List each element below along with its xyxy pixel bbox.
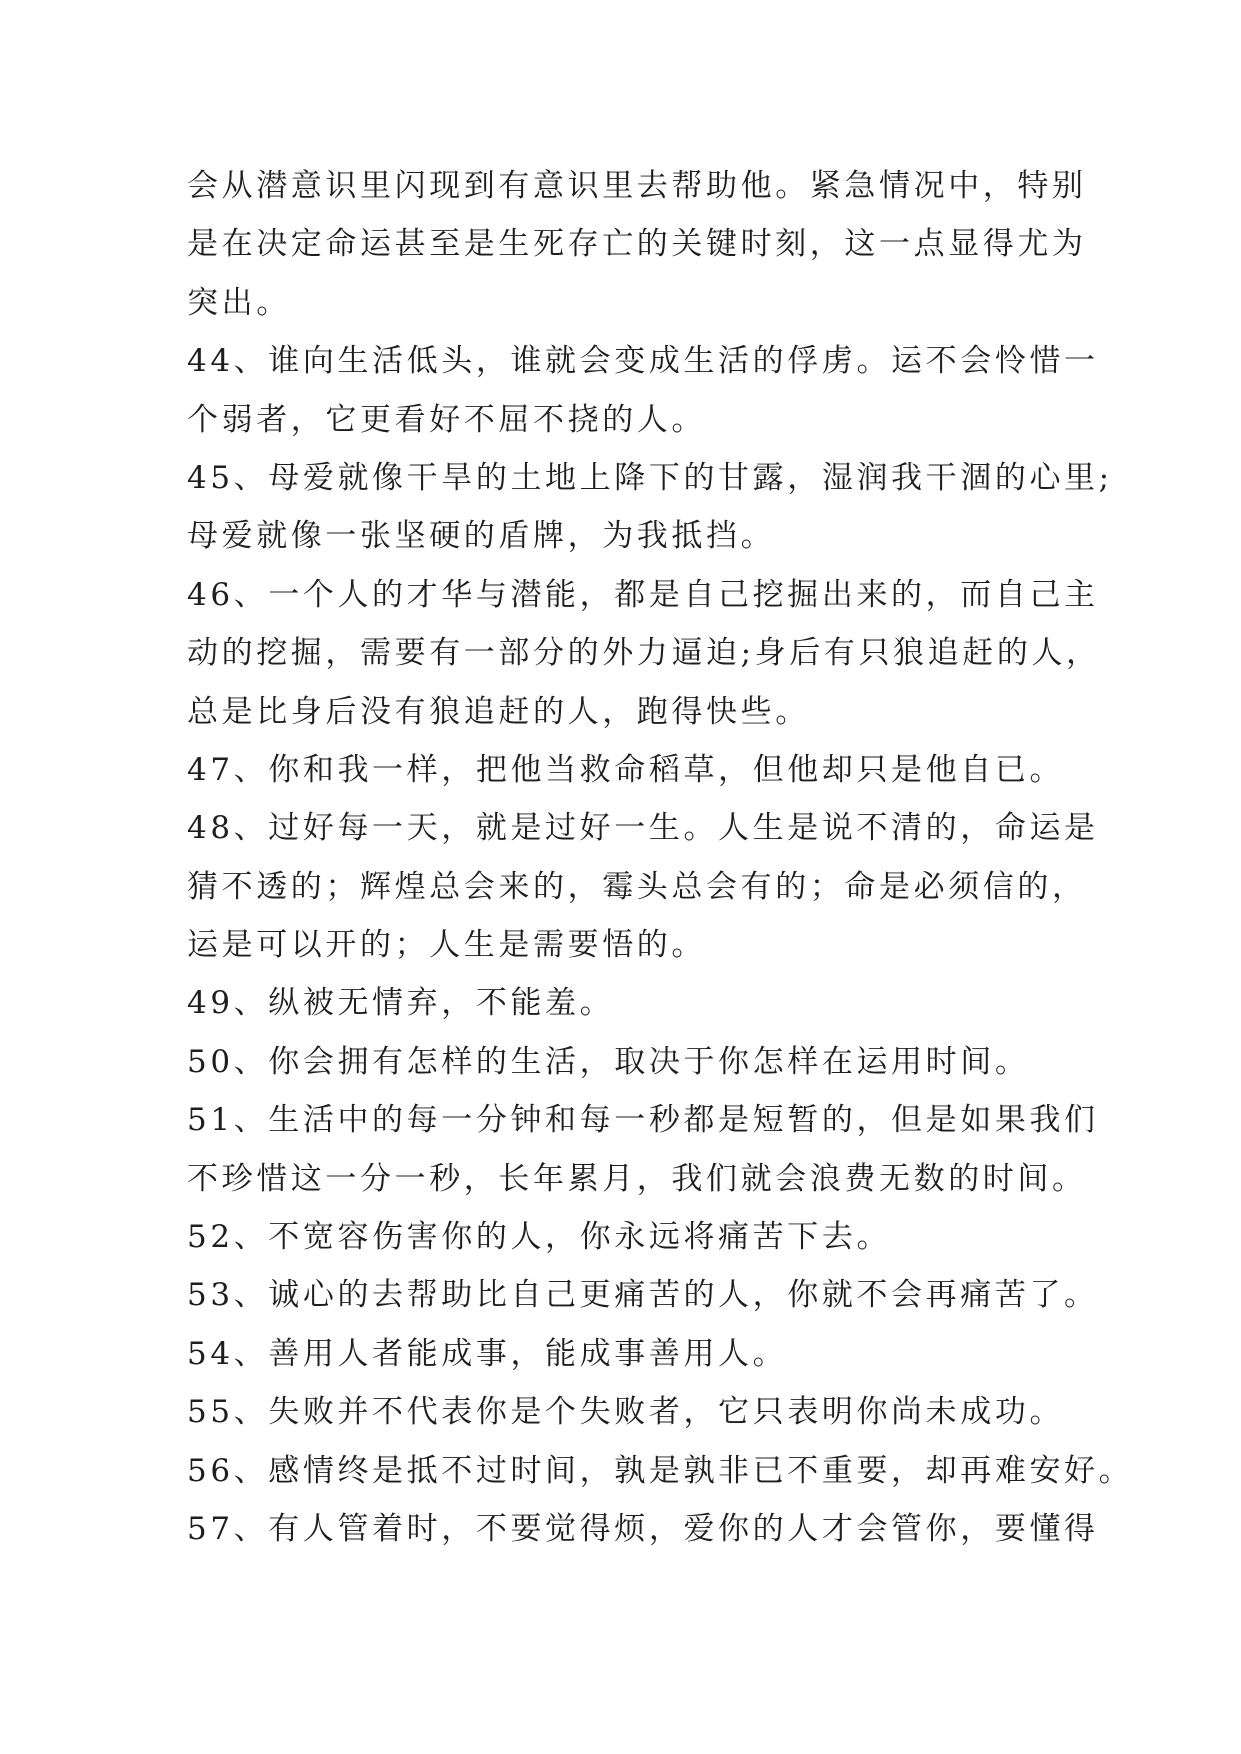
text-line: 55、失败并不代表你是个失败者，它只表明你尚未成功。 [187, 1394, 1065, 1431]
paragraph-57 [187, 1500, 1099, 1558]
text-line: 52、不宽容伤害你的人，你永远将痛苦下去。 [187, 1219, 892, 1256]
paragraph-54 [187, 1325, 1067, 1383]
paragraph-52 [187, 1208, 1067, 1266]
paragraph-50 [187, 1033, 1067, 1091]
text-line: 是在决定命运甚至是生死存亡的关键时刻，这一点显得尤为 [187, 226, 1087, 263]
text-line: 57、有人管着时，不要觉得烦，爱你的人才会管你，要懂得 [187, 1510, 1099, 1547]
text-line: 会从潜意识里闪现到有意识里去帮助他。紧急情况中，特别 [187, 168, 1087, 204]
text-line: 50、你会拥有怎样的生活，取决于你怎样在运用时间。 [187, 1043, 1030, 1080]
text-line: 运是可以开的；人生是需要悟的。 [187, 927, 706, 964]
paragraph-46 [187, 566, 1101, 741]
text-line: 猜不透的；辉煌总会来的，霉头总会有的；命是必须信的， [187, 868, 1087, 905]
paragraph-55 [187, 1383, 1067, 1441]
paragraph-51 [187, 1091, 1099, 1208]
paragraph-continuation [187, 157, 1087, 332]
text-line: 总是比身后没有狼追赶的人，跑得快些。 [187, 693, 810, 730]
text-line: 突出。 [187, 284, 291, 321]
paragraph-47 [187, 741, 1067, 799]
text-line: 动的挖掘，需要有一部分的外力逼迫;身后有只狼追赶的人， [187, 635, 1101, 672]
paragraph-44 [187, 332, 1099, 449]
text-line: 46、一个人的才华与潜能，都是自己挖掘出来的，而自己主 [187, 576, 1099, 613]
paragraph-45 [187, 449, 1113, 566]
text-line: 49、纵被无情弃，不能羞。 [187, 985, 615, 1022]
paragraph-53 [187, 1266, 1099, 1324]
text-line: 53、诚心的去帮助比自己更痛苦的人，你就不会再痛苦了。 [187, 1277, 1099, 1314]
text-line: 56、感情终是抵不过时间，孰是孰非已不重要，却再难安好。 [187, 1452, 1134, 1489]
paragraph-49 [187, 974, 1067, 1032]
text-line: 44、谁向生活低头，谁就会变成生活的俘虏。运不会怜惜一 [187, 343, 1099, 380]
text-line: 不珍惜这一分一秒，长年累月，我们就会浪费无数的时间。 [187, 1160, 1087, 1197]
text-line: 母爱就像一张坚硬的盾牌，为我抵挡。 [187, 518, 776, 555]
paragraph-48 [187, 799, 1099, 974]
text-line: 47、你和我一样，把他当救命稻草，但他却只是他自已。 [187, 751, 1065, 788]
text-line: 51、生活中的每一分钟和每一秒都是短暂的，但是如果我们 [187, 1102, 1099, 1139]
text-line: 45、母爱就像干旱的土地上降下的甘露，湿润我干涸的心里; [187, 459, 1113, 496]
paragraph-56 [187, 1442, 1134, 1500]
text-line: 54、善用人者能成事，能成事善用人。 [187, 1335, 788, 1372]
text-line: 个弱者，它更看好不屈不挠的人。 [187, 401, 706, 438]
text-line: 48、过好每一天，就是过好一生。人生是说不清的，命运是 [187, 810, 1099, 847]
document-body [187, 157, 1134, 1558]
